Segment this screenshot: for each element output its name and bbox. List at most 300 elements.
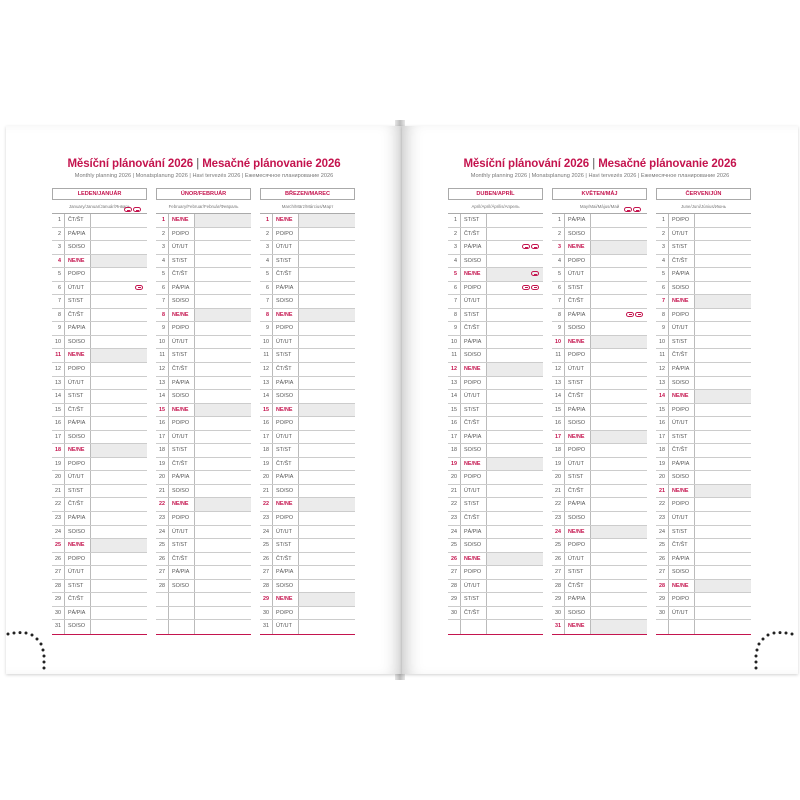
day-row[interactable] [656, 363, 751, 377]
day-row[interactable] [260, 377, 355, 391]
note-cell[interactable] [487, 404, 543, 417]
day-row[interactable] [156, 336, 251, 350]
note-cell[interactable] [695, 255, 751, 268]
day-row[interactable] [448, 526, 543, 540]
note-cell[interactable] [91, 444, 147, 457]
note-cell[interactable] [695, 295, 751, 308]
day-row[interactable] [448, 539, 543, 553]
note-cell[interactable] [299, 322, 355, 335]
day-row[interactable] [656, 566, 751, 580]
day-row[interactable] [156, 485, 251, 499]
note-cell[interactable] [487, 390, 543, 403]
day-row[interactable] [52, 241, 147, 255]
day-row[interactable] [448, 214, 543, 228]
note-cell[interactable] [195, 214, 251, 227]
note-cell[interactable] [91, 498, 147, 511]
note-cell[interactable] [91, 390, 147, 403]
note-cell[interactable] [695, 458, 751, 471]
day-row[interactable] [656, 471, 751, 485]
day-row[interactable] [656, 485, 751, 499]
day-row[interactable] [260, 309, 355, 323]
day-row[interactable] [52, 498, 147, 512]
day-row[interactable] [260, 390, 355, 404]
day-row[interactable] [448, 295, 543, 309]
note-cell[interactable] [591, 268, 647, 281]
note-cell[interactable] [591, 620, 647, 634]
note-cell[interactable] [695, 607, 751, 620]
day-row[interactable] [156, 228, 251, 242]
day-row[interactable] [448, 255, 543, 269]
note-cell[interactable] [299, 349, 355, 362]
note-cell[interactable] [591, 228, 647, 241]
day-row[interactable] [260, 566, 355, 580]
day-row[interactable] [656, 539, 751, 553]
note-cell[interactable] [195, 566, 251, 579]
note-cell[interactable] [195, 498, 251, 511]
note-cell[interactable] [299, 377, 355, 390]
note-cell[interactable] [91, 363, 147, 376]
day-row[interactable] [448, 580, 543, 594]
day-row[interactable] [52, 363, 147, 377]
note-cell[interactable] [299, 526, 355, 539]
day-row[interactable] [52, 593, 147, 607]
day-row[interactable] [552, 390, 647, 404]
day-row[interactable] [156, 349, 251, 363]
day-row[interactable] [52, 580, 147, 594]
day-row[interactable] [552, 444, 647, 458]
day-row[interactable] [52, 268, 147, 282]
day-row[interactable] [448, 349, 543, 363]
note-cell[interactable] [299, 607, 355, 620]
note-cell[interactable] [91, 607, 147, 620]
day-row[interactable] [448, 607, 543, 621]
note-cell[interactable] [487, 485, 543, 498]
note-cell[interactable] [487, 607, 543, 620]
day-row[interactable] [656, 512, 751, 526]
day-row[interactable] [552, 241, 647, 255]
day-row[interactable] [448, 268, 543, 282]
day-row[interactable] [260, 498, 355, 512]
note-cell[interactable] [695, 485, 751, 498]
note-cell[interactable] [591, 363, 647, 376]
day-row[interactable] [656, 444, 751, 458]
day-row[interactable] [260, 620, 355, 634]
day-row[interactable] [52, 377, 147, 391]
note-cell[interactable] [591, 309, 647, 322]
day-row[interactable] [52, 553, 147, 567]
note-cell[interactable] [195, 580, 251, 593]
day-row[interactable] [156, 566, 251, 580]
day-row[interactable] [448, 390, 543, 404]
day-row[interactable] [52, 485, 147, 499]
day-row[interactable] [260, 349, 355, 363]
note-cell[interactable] [487, 228, 543, 241]
note-cell[interactable] [487, 336, 543, 349]
day-row[interactable] [156, 471, 251, 485]
day-row[interactable] [52, 566, 147, 580]
day-row[interactable] [156, 363, 251, 377]
day-row[interactable] [260, 485, 355, 499]
day-row[interactable] [656, 390, 751, 404]
day-row[interactable] [656, 349, 751, 363]
note-cell[interactable] [591, 593, 647, 606]
day-row[interactable] [552, 377, 647, 391]
day-row[interactable] [656, 417, 751, 431]
day-row[interactable] [656, 431, 751, 445]
day-row[interactable] [260, 458, 355, 472]
note-cell[interactable] [487, 539, 543, 552]
day-row[interactable] [552, 607, 647, 621]
day-row[interactable] [260, 214, 355, 228]
note-cell[interactable] [695, 349, 751, 362]
day-row[interactable] [656, 228, 751, 242]
day-row[interactable] [156, 404, 251, 418]
note-cell[interactable] [195, 228, 251, 241]
note-cell[interactable] [299, 471, 355, 484]
day-row[interactable] [552, 255, 647, 269]
day-row[interactable] [260, 322, 355, 336]
day-row[interactable] [156, 255, 251, 269]
day-row[interactable] [156, 282, 251, 296]
day-row[interactable] [656, 255, 751, 269]
note-cell[interactable] [299, 553, 355, 566]
day-row[interactable] [260, 444, 355, 458]
note-cell[interactable] [91, 377, 147, 390]
day-row[interactable] [156, 580, 251, 594]
day-row[interactable] [448, 322, 543, 336]
day-row[interactable] [552, 295, 647, 309]
note-cell[interactable] [91, 309, 147, 322]
note-cell[interactable] [91, 539, 147, 552]
day-row[interactable] [656, 241, 751, 255]
day-row[interactable] [552, 228, 647, 242]
day-row[interactable] [260, 417, 355, 431]
day-row[interactable] [260, 282, 355, 296]
note-cell[interactable] [591, 553, 647, 566]
note-cell[interactable] [487, 458, 543, 471]
note-cell[interactable] [195, 471, 251, 484]
note-cell[interactable] [695, 214, 751, 227]
note-cell[interactable] [695, 404, 751, 417]
note-cell[interactable] [299, 444, 355, 457]
day-row[interactable] [156, 607, 251, 621]
note-cell[interactable] [91, 282, 147, 295]
day-row[interactable] [552, 458, 647, 472]
day-row[interactable] [260, 363, 355, 377]
note-cell[interactable] [591, 526, 647, 539]
day-row[interactable] [52, 349, 147, 363]
note-cell[interactable] [299, 390, 355, 403]
note-cell[interactable] [695, 593, 751, 606]
day-row[interactable] [656, 458, 751, 472]
note-cell[interactable] [195, 607, 251, 620]
day-row[interactable] [260, 404, 355, 418]
note-cell[interactable] [299, 580, 355, 593]
note-cell[interactable] [487, 498, 543, 511]
day-row[interactable] [448, 444, 543, 458]
day-row[interactable] [656, 336, 751, 350]
day-row[interactable] [656, 553, 751, 567]
note-cell[interactable] [195, 377, 251, 390]
day-row[interactable] [52, 417, 147, 431]
day-row[interactable] [552, 498, 647, 512]
day-row[interactable] [448, 309, 543, 323]
note-cell[interactable] [695, 336, 751, 349]
note-cell[interactable] [299, 593, 355, 606]
note-cell[interactable] [695, 498, 751, 511]
day-row[interactable] [448, 363, 543, 377]
day-row[interactable] [52, 444, 147, 458]
day-row[interactable] [260, 255, 355, 269]
note-cell[interactable] [591, 404, 647, 417]
note-cell[interactable] [195, 620, 251, 634]
note-cell[interactable] [695, 309, 751, 322]
note-cell[interactable] [695, 620, 751, 634]
day-row[interactable] [552, 485, 647, 499]
day-row[interactable] [448, 553, 543, 567]
note-cell[interactable] [195, 593, 251, 606]
note-cell[interactable] [591, 282, 647, 295]
note-cell[interactable] [91, 431, 147, 444]
day-row[interactable] [552, 512, 647, 526]
day-row[interactable] [656, 268, 751, 282]
note-cell[interactable] [299, 268, 355, 281]
day-row[interactable] [656, 322, 751, 336]
day-row[interactable] [156, 309, 251, 323]
note-cell[interactable] [695, 282, 751, 295]
note-cell[interactable] [695, 471, 751, 484]
day-row[interactable] [656, 607, 751, 621]
day-row[interactable] [52, 282, 147, 296]
day-row[interactable] [552, 620, 647, 634]
note-cell[interactable] [299, 336, 355, 349]
note-cell[interactable] [299, 431, 355, 444]
day-row[interactable] [260, 553, 355, 567]
day-row[interactable] [552, 417, 647, 431]
day-row[interactable] [260, 268, 355, 282]
day-row[interactable] [52, 512, 147, 526]
day-row[interactable] [552, 404, 647, 418]
note-cell[interactable] [195, 417, 251, 430]
day-row[interactable] [52, 526, 147, 540]
day-row[interactable] [656, 404, 751, 418]
note-cell[interactable] [487, 349, 543, 362]
day-row[interactable] [260, 228, 355, 242]
note-cell[interactable] [591, 322, 647, 335]
note-cell[interactable] [91, 593, 147, 606]
note-cell[interactable] [91, 417, 147, 430]
day-row[interactable] [156, 322, 251, 336]
note-cell[interactable] [695, 526, 751, 539]
day-row[interactable] [156, 498, 251, 512]
note-cell[interactable] [299, 539, 355, 552]
note-cell[interactable] [591, 566, 647, 579]
day-row[interactable] [448, 498, 543, 512]
note-cell[interactable] [91, 620, 147, 634]
day-row[interactable] [260, 593, 355, 607]
day-row[interactable] [552, 431, 647, 445]
day-row[interactable] [448, 336, 543, 350]
note-cell[interactable] [299, 309, 355, 322]
note-cell[interactable] [591, 485, 647, 498]
note-cell[interactable] [591, 377, 647, 390]
note-cell[interactable] [591, 295, 647, 308]
note-cell[interactable] [195, 390, 251, 403]
note-cell[interactable] [695, 444, 751, 457]
note-cell[interactable] [591, 607, 647, 620]
day-row[interactable] [52, 336, 147, 350]
day-row[interactable] [448, 593, 543, 607]
day-row[interactable] [552, 580, 647, 594]
day-row[interactable] [52, 471, 147, 485]
note-cell[interactable] [695, 322, 751, 335]
day-row[interactable] [156, 620, 251, 634]
day-row[interactable] [448, 282, 543, 296]
note-cell[interactable] [487, 431, 543, 444]
note-cell[interactable] [91, 268, 147, 281]
day-row[interactable] [156, 268, 251, 282]
note-cell[interactable] [91, 295, 147, 308]
note-cell[interactable] [299, 417, 355, 430]
note-cell[interactable] [487, 282, 543, 295]
day-row[interactable] [448, 431, 543, 445]
note-cell[interactable] [91, 336, 147, 349]
note-cell[interactable] [195, 404, 251, 417]
note-cell[interactable] [195, 485, 251, 498]
note-cell[interactable] [91, 580, 147, 593]
note-cell[interactable] [91, 255, 147, 268]
note-cell[interactable] [91, 214, 147, 227]
day-row[interactable] [156, 553, 251, 567]
note-cell[interactable] [91, 512, 147, 525]
note-cell[interactable] [591, 349, 647, 362]
day-row[interactable] [156, 431, 251, 445]
note-cell[interactable] [487, 444, 543, 457]
day-row[interactable] [656, 498, 751, 512]
day-row[interactable] [656, 309, 751, 323]
day-row[interactable] [156, 390, 251, 404]
note-cell[interactable] [695, 431, 751, 444]
note-cell[interactable] [695, 228, 751, 241]
day-row[interactable] [260, 512, 355, 526]
note-cell[interactable] [487, 377, 543, 390]
day-row[interactable] [656, 593, 751, 607]
day-row[interactable] [52, 539, 147, 553]
note-cell[interactable] [591, 241, 647, 254]
note-cell[interactable] [695, 566, 751, 579]
note-cell[interactable] [299, 512, 355, 525]
day-row[interactable] [552, 526, 647, 540]
day-row[interactable] [156, 458, 251, 472]
note-cell[interactable] [487, 268, 543, 281]
day-row[interactable] [448, 241, 543, 255]
note-cell[interactable] [591, 471, 647, 484]
day-row[interactable] [260, 607, 355, 621]
day-row[interactable] [156, 444, 251, 458]
day-row[interactable] [656, 282, 751, 296]
note-cell[interactable] [195, 363, 251, 376]
note-cell[interactable] [299, 228, 355, 241]
day-row[interactable] [656, 295, 751, 309]
note-cell[interactable] [299, 363, 355, 376]
note-cell[interactable] [195, 268, 251, 281]
day-row[interactable] [552, 322, 647, 336]
note-cell[interactable] [487, 580, 543, 593]
day-row[interactable] [260, 539, 355, 553]
note-cell[interactable] [91, 526, 147, 539]
note-cell[interactable] [91, 241, 147, 254]
day-row[interactable] [52, 309, 147, 323]
note-cell[interactable] [487, 295, 543, 308]
note-cell[interactable] [591, 444, 647, 457]
day-row[interactable] [52, 458, 147, 472]
note-cell[interactable] [299, 255, 355, 268]
day-row[interactable] [52, 214, 147, 228]
note-cell[interactable] [487, 553, 543, 566]
note-cell[interactable] [195, 512, 251, 525]
note-cell[interactable] [591, 214, 647, 227]
note-cell[interactable] [195, 282, 251, 295]
day-row[interactable] [52, 322, 147, 336]
note-cell[interactable] [91, 566, 147, 579]
day-row[interactable] [156, 593, 251, 607]
note-cell[interactable] [299, 566, 355, 579]
day-row[interactable] [156, 512, 251, 526]
note-cell[interactable] [591, 498, 647, 511]
day-row[interactable] [156, 417, 251, 431]
note-cell[interactable] [195, 553, 251, 566]
note-cell[interactable] [695, 363, 751, 376]
day-row[interactable] [260, 431, 355, 445]
note-cell[interactable] [591, 417, 647, 430]
day-row[interactable] [552, 336, 647, 350]
note-cell[interactable] [591, 336, 647, 349]
note-cell[interactable] [487, 363, 543, 376]
note-cell[interactable] [591, 458, 647, 471]
note-cell[interactable] [487, 620, 543, 634]
note-cell[interactable] [591, 512, 647, 525]
day-row[interactable] [448, 471, 543, 485]
note-cell[interactable] [591, 431, 647, 444]
note-cell[interactable] [487, 322, 543, 335]
note-cell[interactable] [91, 458, 147, 471]
day-row[interactable] [656, 526, 751, 540]
day-row[interactable] [552, 566, 647, 580]
day-row[interactable] [448, 228, 543, 242]
note-cell[interactable] [195, 431, 251, 444]
note-cell[interactable] [91, 485, 147, 498]
note-cell[interactable] [91, 553, 147, 566]
day-row[interactable] [156, 241, 251, 255]
note-cell[interactable] [91, 471, 147, 484]
note-cell[interactable] [591, 580, 647, 593]
day-row[interactable] [260, 241, 355, 255]
note-cell[interactable] [487, 593, 543, 606]
day-row[interactable] [552, 471, 647, 485]
day-row[interactable] [260, 336, 355, 350]
note-cell[interactable] [299, 214, 355, 227]
note-cell[interactable] [91, 404, 147, 417]
note-cell[interactable] [695, 580, 751, 593]
note-cell[interactable] [299, 498, 355, 511]
note-cell[interactable] [487, 214, 543, 227]
note-cell[interactable] [195, 444, 251, 457]
note-cell[interactable] [695, 268, 751, 281]
day-row[interactable] [552, 309, 647, 323]
note-cell[interactable] [591, 539, 647, 552]
day-row[interactable] [260, 295, 355, 309]
day-row[interactable] [448, 620, 543, 634]
